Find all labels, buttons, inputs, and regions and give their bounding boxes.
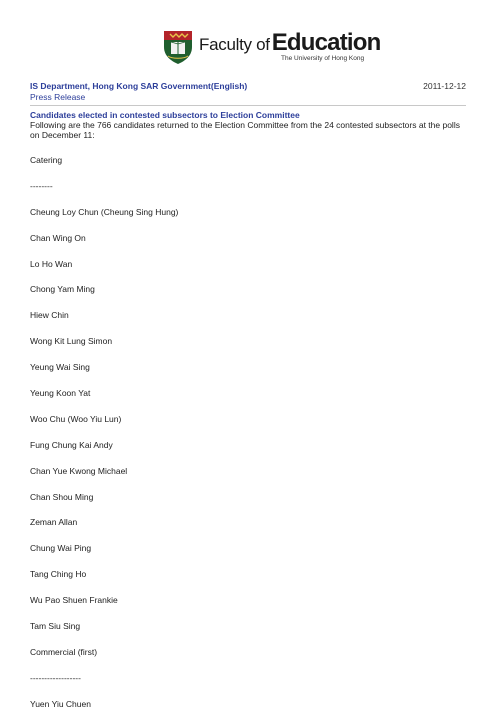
logo-education-text: Education [271,29,381,57]
list-line: Chong Yam Ming [30,284,95,295]
list-line: Chan Shou Ming [30,491,94,502]
type-label: Press Release [30,92,86,102]
list-line: Hiew Chin [30,310,69,321]
list-line: ------------------ [30,672,81,683]
list-line: -------- [30,180,53,191]
headline: Candidates elected in contested subsectors to Election Committee [30,110,300,120]
list-line: Cheung Loy Chun (Cheung Sing Hung) [30,206,179,217]
list-line: Tang Ching Ho [30,569,87,580]
list-line: Chan Yue Kwong Michael [30,465,128,476]
logo-university-text: The University of Hong Kong [281,55,365,63]
list-line: Tam Siu Sing [30,621,81,632]
list-line: Chung Wai Ping [30,543,92,554]
article-body [30,110,470,725]
university-crest-icon [162,29,194,65]
divider [30,105,466,106]
date-label: 2011-12-12 [423,81,466,91]
list-line: Chan Wing On [30,232,86,243]
source-label: IS Department, Hong Kong SAR Government(English) [30,81,248,91]
list-line: Fung Chung Kai Andy [30,439,113,450]
list-line: Woo Chu (Woo Yiu Lun) [30,413,122,424]
article-meta [30,81,466,106]
list-line: Wu Pao Shuen Frankie [30,595,118,606]
list-line: Wong Kit Lung Simon [30,336,113,347]
list-line: Catering [30,155,63,165]
list-line: Yuen Yiu Chuen [30,698,91,709]
list-line: Commercial (first) [30,646,98,657]
logo-faculty-text: Faculty of [199,35,270,55]
list-line: Yeung Koon Yat [30,388,91,399]
list-line: Lo Ho Wan [30,258,73,269]
intro-paragraph: Following are the 766 candidates returned to the Election Committee from the 24 contested subsectors at the polls on December 11: [30,120,460,140]
candidate-list [30,155,470,709]
list-line: Zeman Allan [30,517,78,528]
faculty-logo [162,29,381,65]
list-line: Yeung Wai Sing [30,362,90,373]
